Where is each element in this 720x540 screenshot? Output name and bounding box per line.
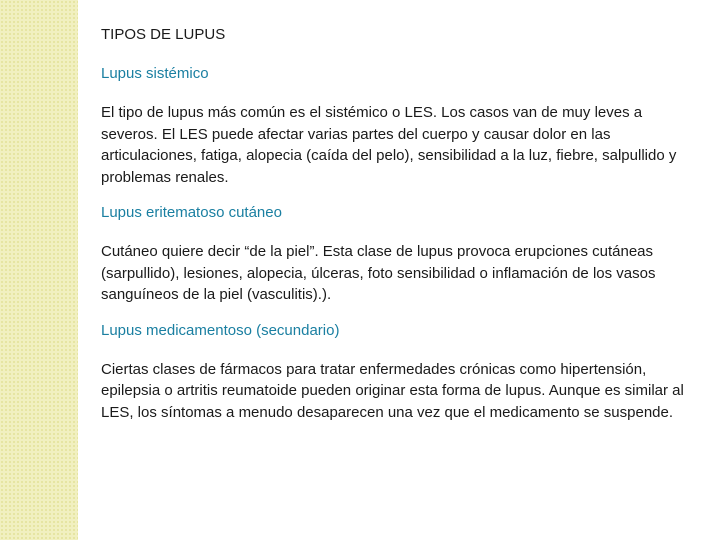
section-body-drug-induced: Ciertas clases de fármacos para tratar enfermedades crónicas como hipertensión, epilepsia o artritis reumatoide pueden originar esta forma de lupus. Aunque es similar al LES, los síntomas a menudo desaparecen una vez que el medicamento se suspende. (101, 360, 684, 421)
slide-content (101, 26, 701, 439)
section-body-systemic: El tipo de lupus más común es el sistémico o LES. Los casos van de muy leves a severos. El LES puede afectar varias partes del cuerpo y causar dolor en las articulaciones, fatiga, alopecia (caída del pelo), sensibilidad a la luz, fiebre, salpullido y problemas renales. (101, 104, 677, 186)
section-body-cutaneous: Cutáneo quiere decir “de la piel”. Esta clase de lupus provoca erupciones cutáneas (sarpullido), lesiones, alopecia, úlceras, foto sensibilidad o inflamación de los vasos sanguíneos de la piel (vasculitis).). (101, 243, 656, 303)
page-title: TIPOS DE LUPUS (101, 26, 226, 43)
section-heading-drug-induced: Lupus medicamentoso (secundario) (101, 321, 340, 339)
section-heading-cutaneous: Lupus eritematoso cutáneo (101, 204, 282, 221)
section-heading-systemic: Lupus sistémico (101, 65, 209, 82)
decorative-side-band (0, 0, 78, 540)
